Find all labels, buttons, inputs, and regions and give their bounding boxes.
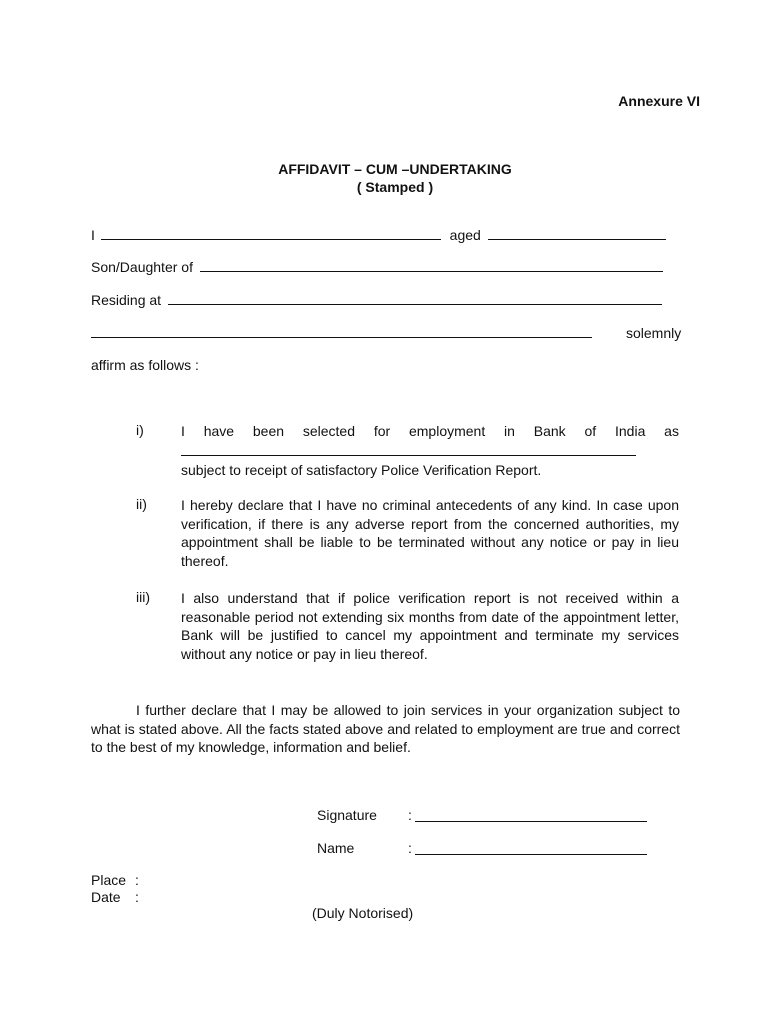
document-title: AFFIDAVIT – CUM –UNDERTAKING [278, 161, 512, 177]
signature-label: Signature [317, 807, 377, 823]
item-2-number: ii) [136, 496, 147, 512]
name-colon: : [408, 840, 412, 856]
item-1-number: i) [136, 422, 144, 438]
item-1-word: as [664, 423, 679, 439]
item-1-word: employment [408, 423, 486, 439]
signature-colon: : [408, 807, 412, 823]
residence-row [91, 291, 662, 309]
affirm-text: affirm as follows : [91, 357, 199, 373]
parent-row [91, 258, 663, 276]
item-1-word: Bank [533, 423, 566, 439]
item-1-word: of [584, 423, 597, 439]
document-subtitle: ( Stamped ) [356, 179, 434, 195]
age-blank[interactable] [488, 227, 666, 240]
item-1-word: I [181, 423, 185, 439]
residence-blank[interactable] [168, 292, 662, 305]
item-1-word: for [373, 423, 391, 439]
item-2-text: I hereby declare that I have no criminal antecedents of any kind. In case upon verification, if there is any adverse report from the concerned authorities, my appointment shall be liable to be terminated without any notice or pay in lieu thereof. [181, 497, 679, 569]
i-label: I [91, 227, 95, 243]
item-1-word: in [504, 423, 515, 439]
designation-blank[interactable] [181, 441, 636, 456]
signature-blank[interactable] [415, 809, 647, 822]
item-1-condition: subject to receipt of satisfactory Police Verification Report. [181, 461, 542, 478]
name-age-row [91, 226, 666, 244]
notorised-note: (Duly Notorised) [312, 905, 414, 921]
item-1-word: have [203, 423, 235, 439]
item-3-number: iii) [136, 589, 150, 605]
address-continuation-row [91, 324, 592, 342]
aged-label: aged [449, 227, 481, 243]
name-signature-blank[interactable] [415, 842, 647, 855]
parent-blank[interactable] [200, 259, 663, 272]
place-colon: : [135, 872, 139, 888]
annexure-label: Annexure VI [618, 93, 700, 109]
residing-label: Residing at [91, 292, 162, 308]
name-blank[interactable] [101, 227, 441, 240]
son-daughter-label: Son/Daughter of [91, 259, 193, 275]
place-label: Place [91, 872, 127, 888]
date-colon: : [135, 889, 139, 905]
date-label: Date [91, 889, 121, 905]
item-1-first-line [181, 422, 679, 441]
item-1-word: selected [302, 423, 355, 439]
item-1-word: India [615, 423, 646, 439]
address-blank[interactable] [91, 325, 592, 338]
title-block [0, 160, 770, 196]
solemnly-text: solemnly [626, 325, 682, 341]
name-label: Name [317, 840, 355, 856]
declaration-paragraph: I further declare that I may be allowed to join services in your organization subject to what is stated above. All the facts stated above and related to employment are true and correct to the best of my knowledge, information and belief. [91, 702, 680, 755]
item-3-text: I also understand that if police verification report is not received within a reasonable period not extending six months from date of the appointment letter, Bank will be justified to cancel my appointment and terminate my services without any notice or pay in lieu thereof. [181, 590, 679, 662]
item-1-text [181, 422, 679, 479]
item-1-word: been [252, 423, 285, 439]
